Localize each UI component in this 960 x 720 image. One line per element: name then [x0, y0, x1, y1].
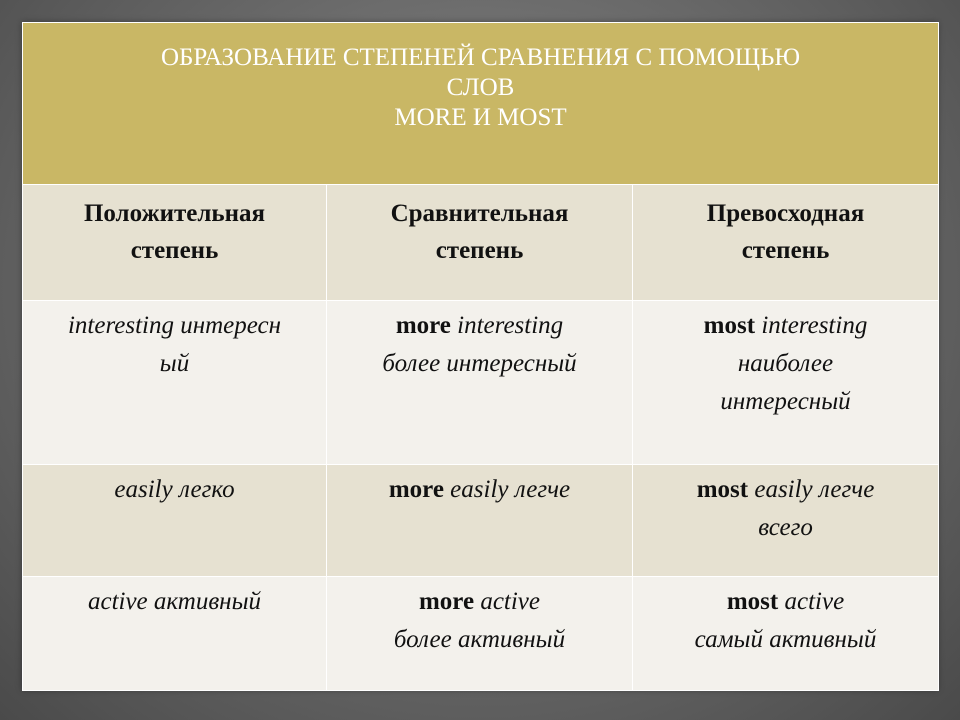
comparative-word: easily легче [450, 476, 571, 503]
comparative-line-2: более активный [393, 626, 566, 653]
comparative-word: active [480, 588, 540, 615]
comparative-line-1 [327, 471, 632, 509]
title-line-1: ОБРАЗОВАНИЕ СТЕПЕНЕЙ СРАВНЕНИЯ С ПОМОЩЬЮ [160, 44, 801, 71]
cell-comparative [327, 465, 633, 577]
superlative-line-2: самый активный [694, 626, 877, 653]
superlative-line-1 [633, 471, 938, 509]
header-comparative-line-1: Сравнительная [390, 200, 569, 227]
superlative-line-3: интересный [720, 388, 851, 415]
header-superlative-line-1: Превосходная [706, 200, 865, 227]
table-header-row [23, 185, 939, 301]
header-positive-line-2: степень [130, 237, 219, 264]
cell-comparative [327, 577, 633, 691]
table-title [23, 23, 939, 185]
header-comparative [327, 185, 633, 301]
superlative-line-2: наиболее [737, 350, 834, 377]
header-comparative-line-2: степень [435, 237, 524, 264]
title-line-3: MORE И MOST [394, 104, 567, 131]
more-keyword: more [388, 476, 444, 503]
most-keyword: most [703, 312, 756, 339]
cell-superlative [633, 465, 939, 577]
most-keyword: most [726, 588, 779, 615]
comparative-word: interesting [457, 312, 564, 339]
more-keyword: more [395, 312, 451, 339]
cell-superlative [633, 301, 939, 465]
positive-line-1: interesting интересн [67, 312, 282, 339]
header-positive-line-1: Положительная [83, 200, 266, 227]
superlative-line-1 [633, 583, 938, 621]
header-superlative-line-2: степень [741, 237, 830, 264]
comparison-table [22, 22, 939, 691]
cell-positive [23, 577, 327, 691]
cell-superlative [633, 577, 939, 691]
comparative-line-2: более интересный [382, 350, 577, 377]
cell-comparative [327, 301, 633, 465]
most-keyword: most [696, 476, 749, 503]
superlative-line-1 [633, 307, 938, 345]
table-title-row [23, 23, 939, 185]
superlative-word: interesting [761, 312, 868, 339]
cell-positive [23, 465, 327, 577]
title-line-2: СЛОВ [446, 74, 515, 101]
header-superlative [633, 185, 939, 301]
comparative-line-1 [327, 583, 632, 621]
positive-line-2: ый [159, 350, 190, 377]
positive-line-1: easily легко [114, 476, 235, 503]
more-keyword: more [418, 588, 475, 615]
table-row [23, 301, 939, 465]
superlative-line-2: всего [758, 514, 813, 541]
superlative-word: easily легче [754, 476, 875, 503]
table-row [23, 465, 939, 577]
superlative-word: active [784, 588, 845, 615]
cell-positive [23, 301, 327, 465]
comparison-table-container [22, 22, 938, 690]
comparative-line-1 [327, 307, 632, 345]
header-positive [23, 185, 327, 301]
table-row [23, 577, 939, 691]
positive-line-1: active активный [87, 588, 262, 615]
